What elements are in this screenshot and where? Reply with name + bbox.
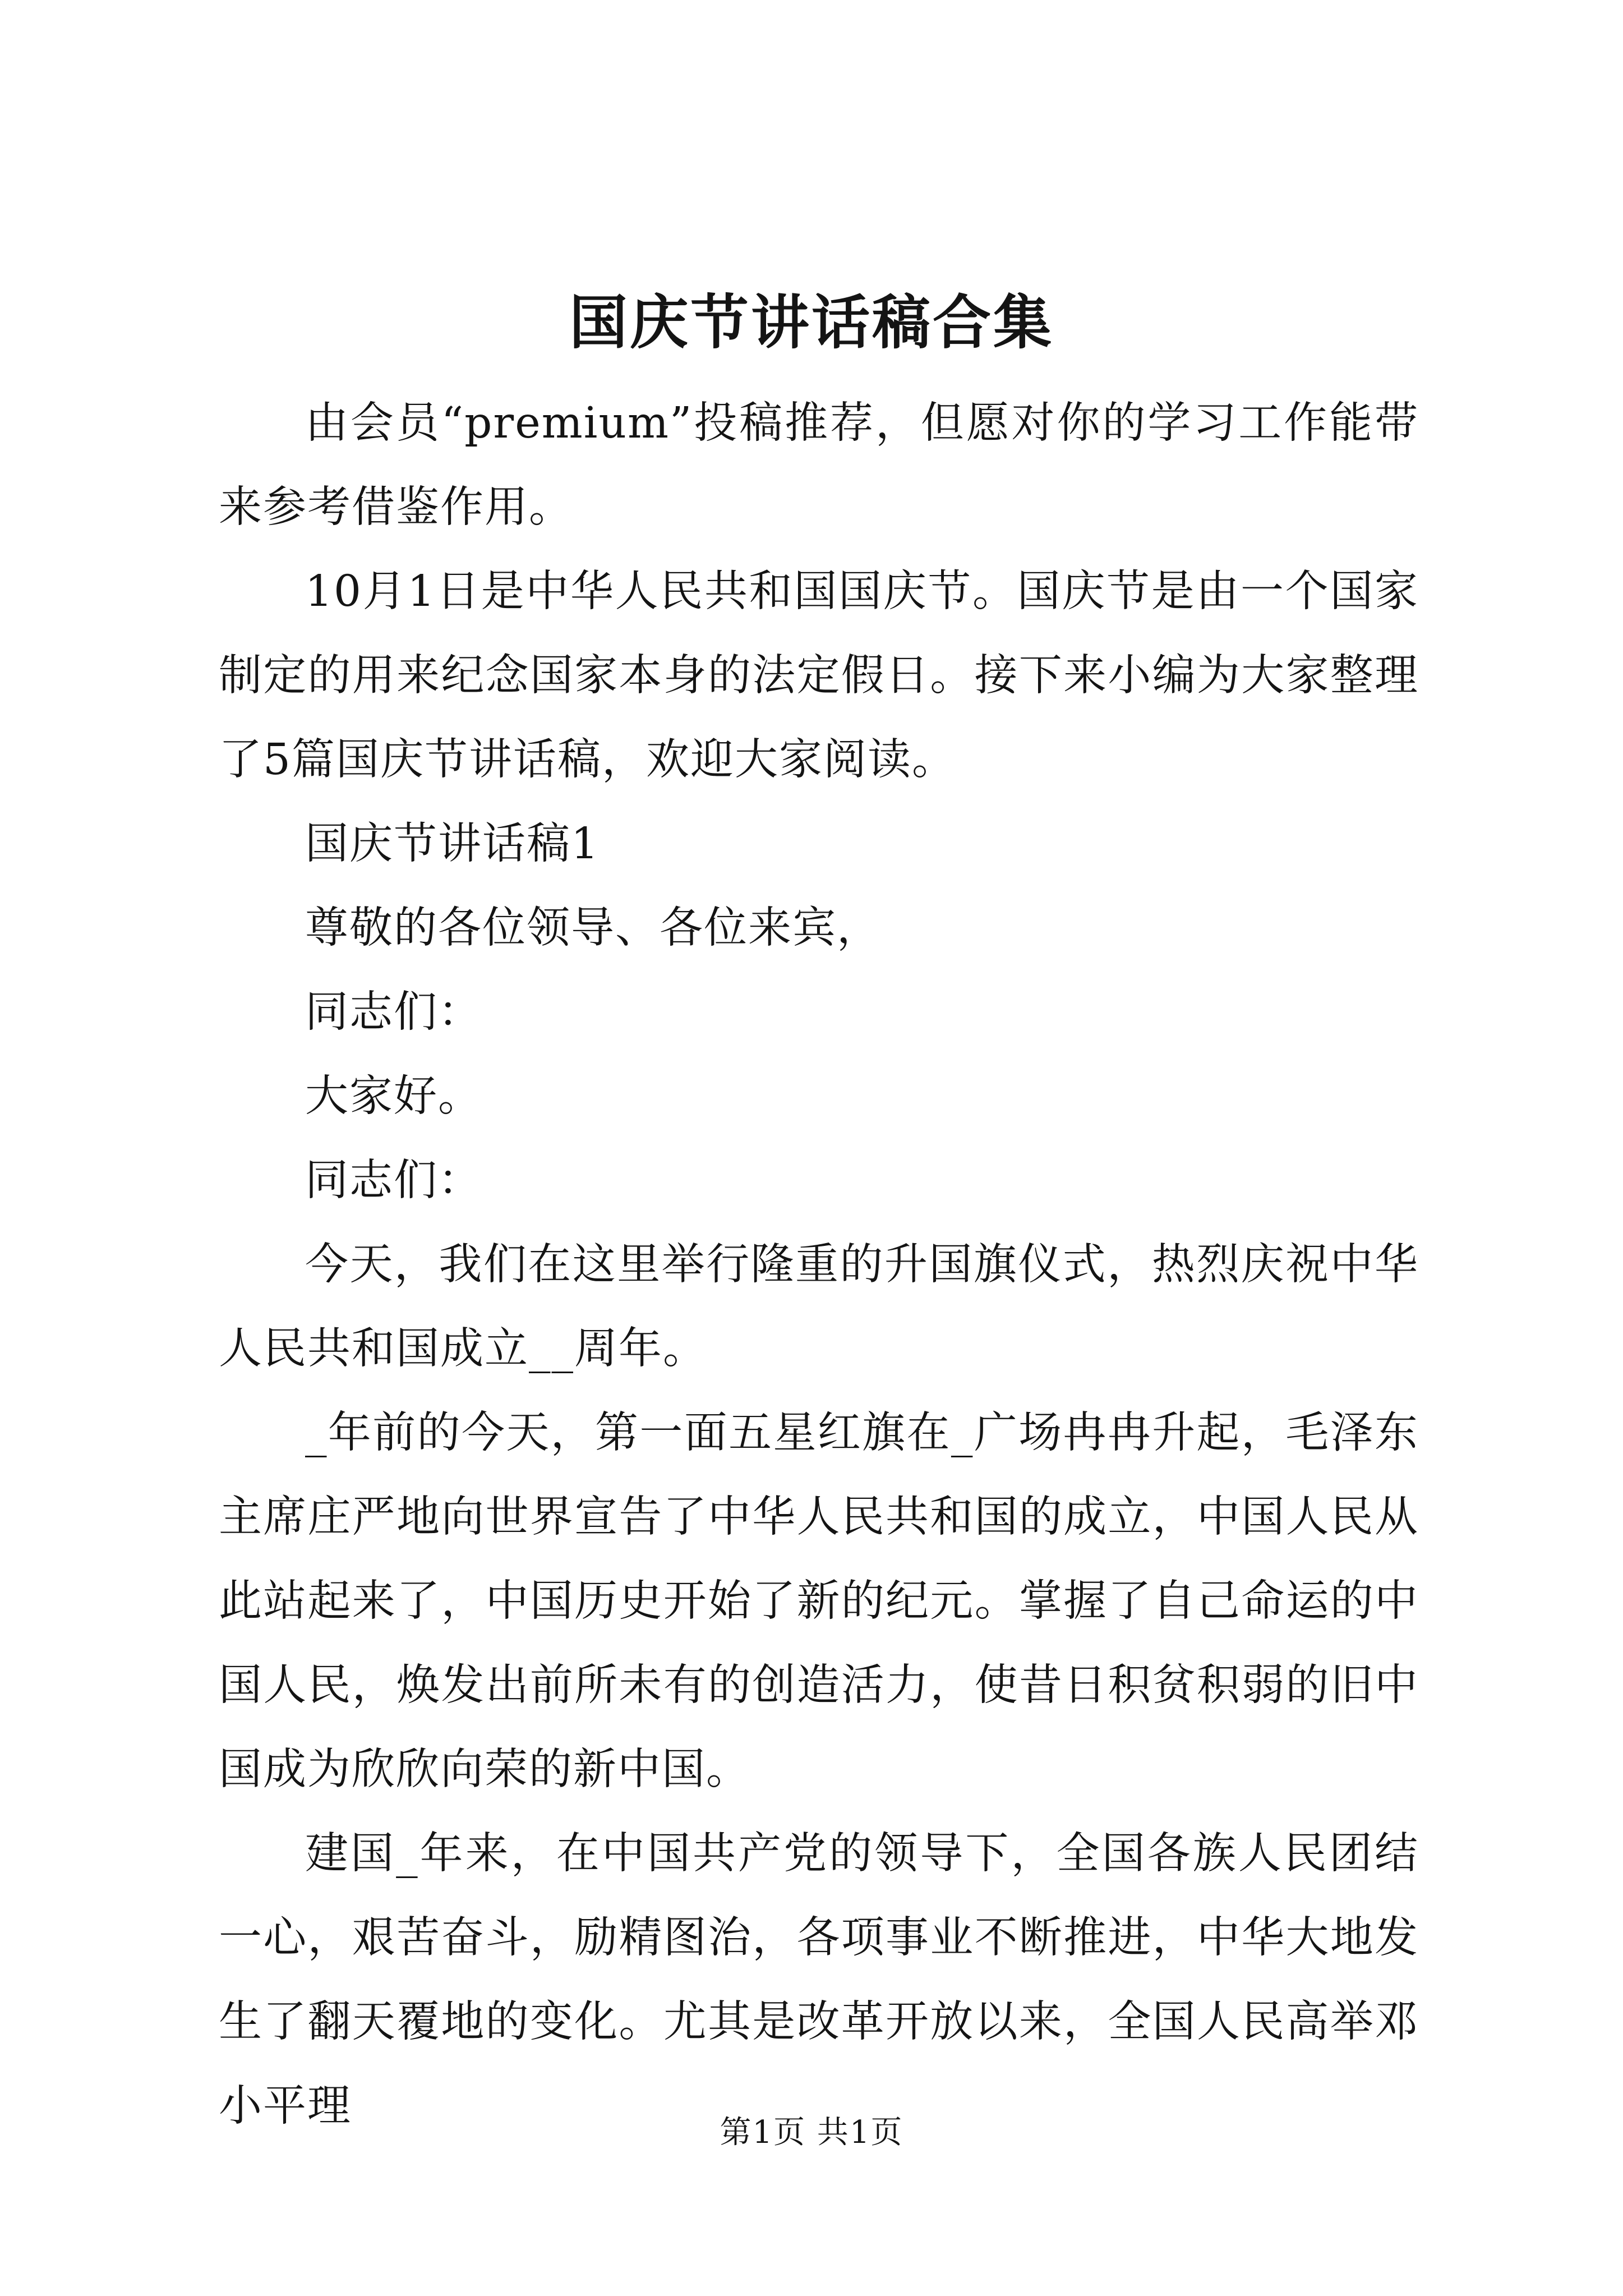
paragraph-summary: 10月1日是中华人民共和国国庆节。国庆节是由一个国家制定的用来纪念国家本身的法定假日。接下来小编为大家整理了5篇国庆节讲话稿，欢迎大家阅读。: [219, 567, 1419, 785]
paragraph: _年前的今天，第一面五星红旗在_广场冉冉升起，毛泽东主席庄严地向世界宣告了中华人民共和国的成立，中国人民从此站起来了，中国历史开始了新的纪元。掌握了自己命运的中国人民，焕发出前所未有的创造活力，使昔日积贫积弱的旧中国成为欣欣向荣的新中国。: [219, 1408, 1419, 1795]
paragraph: 今天，我们在这里举行隆重的升国旗仪式，热烈庆祝中华人民共和国成立__周年。: [219, 1240, 1419, 1374]
greeting-line: 大家好。: [305, 1071, 482, 1121]
paragraph-intro: 由会员“premium”投稿推荐，但愿对你的学习工作能带来参考借鉴作用。: [219, 398, 1419, 532]
salutation-line: 同志们：: [305, 1156, 482, 1205]
paragraph: 建国_年来，在中国共产党的领导下，全国各族人民团结一心，艰苦奋斗，励精图治，各项事业不断推进，中华大地发生了翻天覆地的变化。尤其是改革开放以来，全国人民高举邓小平理: [219, 1829, 1419, 2131]
section-heading: 国庆节讲话稿1: [305, 819, 600, 869]
salutation-line: 同志们：: [305, 987, 482, 1037]
page-footer: 第1页 共1页: [720, 2114, 903, 2151]
salutation-line: 尊敬的各位领导、各位来宾，: [305, 903, 881, 953]
document-title: 国庆节讲话稿合集: [569, 288, 1054, 357]
document-body: [219, 381, 1419, 2148]
